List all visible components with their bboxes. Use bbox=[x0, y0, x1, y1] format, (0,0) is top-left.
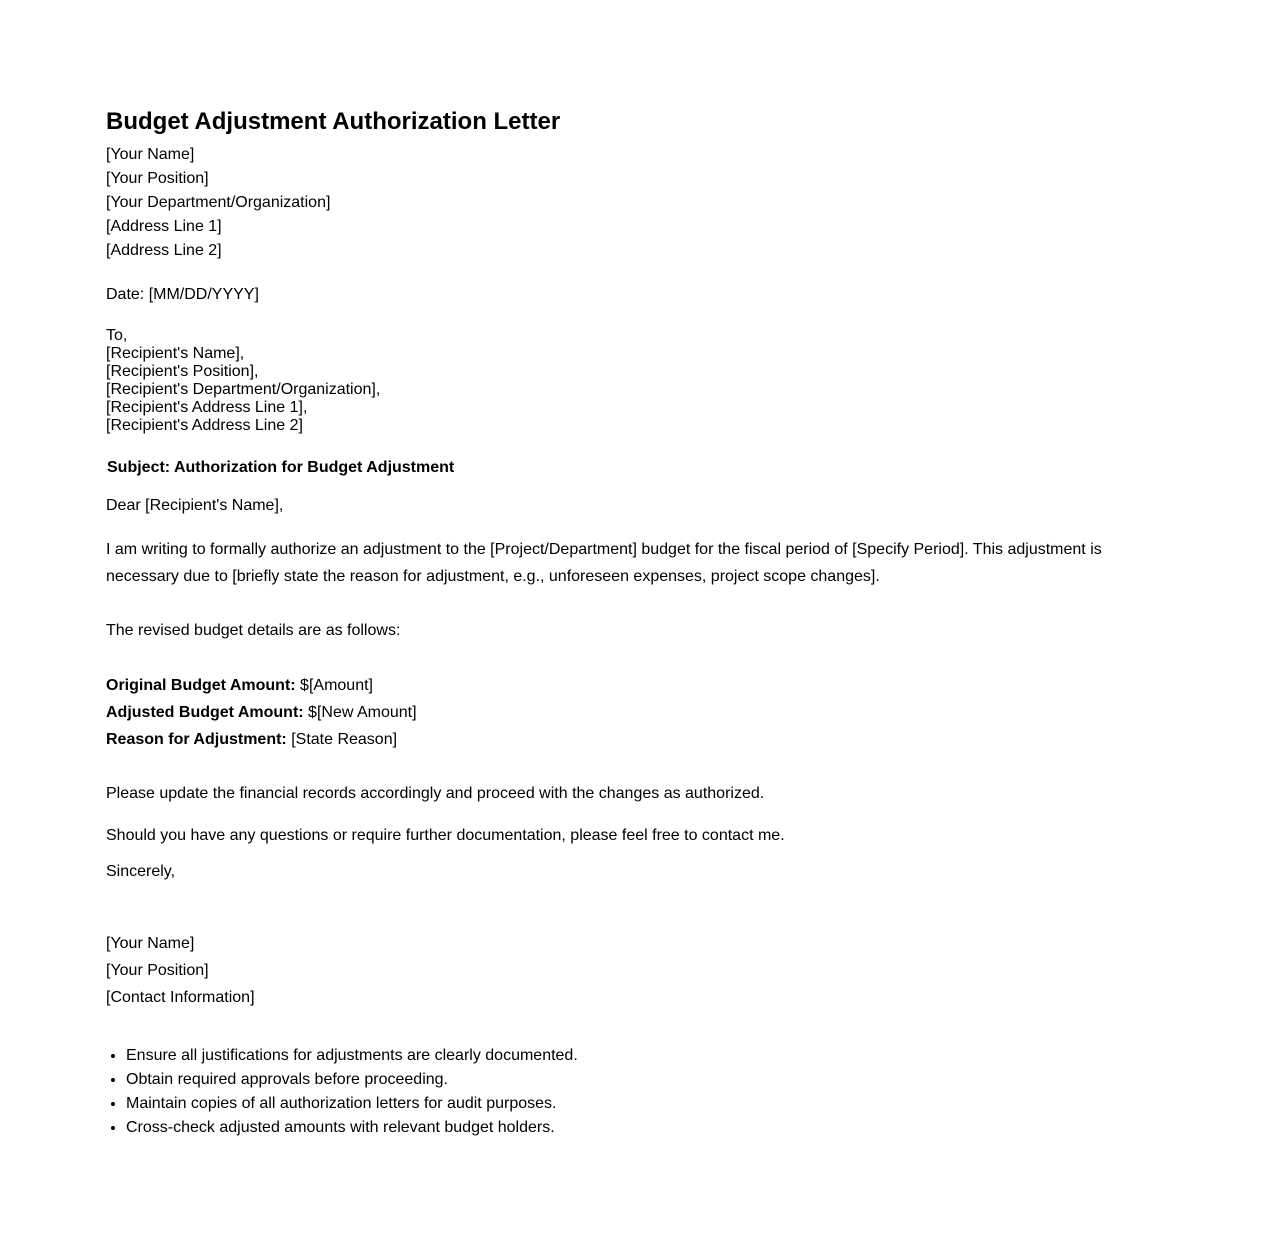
notes-list bbox=[106, 1044, 578, 1140]
budget-details bbox=[106, 672, 417, 753]
recipient-address-line-1: [Recipient's Address Line 1], bbox=[106, 399, 308, 416]
subject-line: Subject: Authorization for Budget Adjustment bbox=[107, 459, 455, 476]
update-request: Please update the financial records accordingly and proceed with the changes as authorized. bbox=[106, 785, 765, 802]
recipient-block bbox=[106, 327, 380, 435]
list-item: • Ensure all justifications for adjustments are clearly documented. bbox=[126, 1044, 578, 1068]
signature-name: [Your Name] bbox=[106, 935, 195, 952]
salutation: Dear [Recipient's Name], bbox=[106, 497, 284, 514]
detail-value: [State Reason] bbox=[286, 731, 398, 748]
list-item: • Maintain copies of all authorization letters for audit purposes. bbox=[126, 1092, 578, 1116]
recipient-department: [Recipient's Department/Organization], bbox=[106, 381, 381, 398]
sender-department: [Your Department/Organization] bbox=[106, 194, 331, 211]
signature-position: [Your Position] bbox=[106, 962, 209, 979]
sender-name: [Your Name] bbox=[106, 146, 195, 163]
recipient-position: [Recipient's Position], bbox=[106, 363, 259, 380]
page-title: Budget Adjustment Authorization Letter bbox=[106, 108, 561, 135]
signature-block bbox=[106, 930, 255, 1011]
detail-adjusted-budget bbox=[106, 699, 417, 726]
sender-address-line-2: [Address Line 2] bbox=[106, 242, 222, 259]
detail-value: $[New Amount] bbox=[303, 704, 417, 721]
recipient-to: To, bbox=[106, 327, 128, 344]
body-paragraph: I am writing to formally authorize an adjustment to the [Project/Department] budget for the fiscal period of [Specify Period]. This adjustment is necessary due to [briefly state the reason for adjustment, e.g., unforeseen expenses, project scope changes]. bbox=[106, 541, 1102, 585]
sender-address-line-1: [Address Line 1] bbox=[106, 218, 222, 235]
list-item: • Obtain required approvals before proceeding. bbox=[126, 1068, 578, 1092]
detail-original-budget bbox=[106, 672, 417, 699]
closing: Sincerely, bbox=[106, 863, 176, 880]
detail-label: Reason for Adjustment: bbox=[106, 731, 287, 748]
sender-block bbox=[106, 143, 330, 263]
detail-label: Original Budget Amount: bbox=[106, 677, 296, 694]
recipient-name: [Recipient's Name], bbox=[106, 345, 245, 362]
list-item: • Cross-check adjusted amounts with relevant budget holders. bbox=[126, 1116, 578, 1140]
details-intro: The revised budget details are as follows: bbox=[106, 622, 401, 639]
sender-position: [Your Position] bbox=[106, 170, 209, 187]
detail-value: $[Amount] bbox=[295, 677, 373, 694]
detail-label: Adjusted Budget Amount: bbox=[106, 704, 304, 721]
signature-contact: [Contact Information] bbox=[106, 989, 255, 1006]
letter-date: Date: [MM/DD/YYYY] bbox=[106, 286, 259, 303]
detail-reason bbox=[106, 726, 417, 753]
questions-note: Should you have any questions or require further documentation, please feel free to contact me. bbox=[106, 827, 785, 844]
recipient-address-line-2: [Recipient's Address Line 2] bbox=[106, 417, 303, 434]
